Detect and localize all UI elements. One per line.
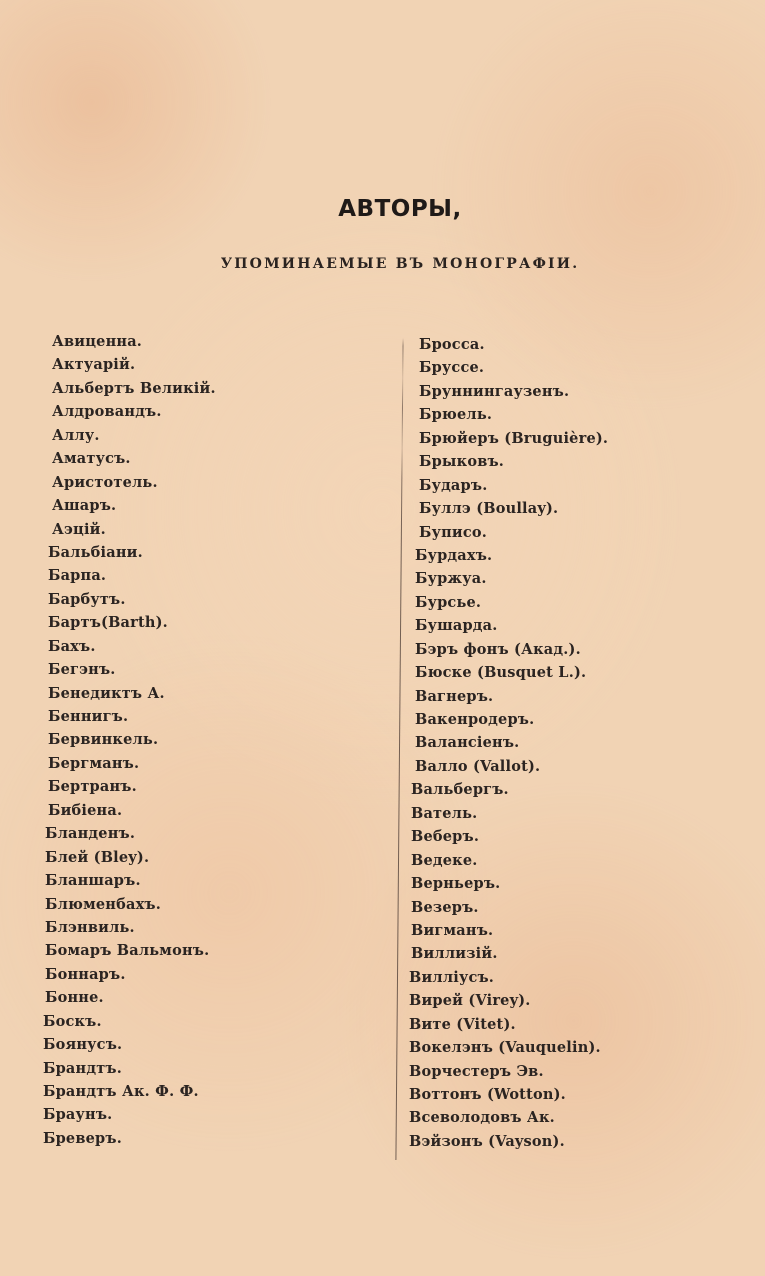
author-name: Бударъ. <box>419 476 488 494</box>
author-name: Брандтъ Ак. Ф. Ф. <box>43 1083 199 1100</box>
author-name: Вите (Vitet). <box>409 1015 516 1033</box>
author-name: Барбутъ. <box>48 590 126 608</box>
author-name: Бреверъ. <box>43 1129 122 1147</box>
author-name: Везеръ. <box>411 898 479 916</box>
author-name: Брюйеръ (Bruguière). <box>419 429 609 447</box>
author-name: Бальбіани. <box>48 543 143 561</box>
author-name: Авиценна. <box>52 333 143 350</box>
column-divider <box>395 338 403 1160</box>
author-name: Барпа. <box>48 567 107 585</box>
author-name: Бушарда. <box>415 617 498 635</box>
author-name: Бервинкель. <box>48 731 159 749</box>
author-name: Бартъ(Barth). <box>48 614 168 632</box>
author-name: Боскъ. <box>43 1012 102 1030</box>
author-name: Аллу. <box>52 426 100 444</box>
author-name: Вигманъ. <box>411 921 494 939</box>
author-name: Брандтъ. <box>43 1059 122 1077</box>
authors-list-right <box>409 333 609 1153</box>
author-name: Буржуа. <box>415 570 487 588</box>
author-name: Блэнвиль. <box>45 918 135 936</box>
author-name: Ашаръ. <box>52 497 117 515</box>
author-name: Актуарій. <box>52 356 136 374</box>
author-name: Бонне. <box>45 989 104 1007</box>
author-name: Беннигъ. <box>48 708 129 725</box>
author-name: Вирей (Virey). <box>409 992 531 1010</box>
author-name: Бруссе. <box>419 359 485 377</box>
author-name: Бергманъ. <box>48 754 140 772</box>
author-name: Бланденъ. <box>45 825 136 843</box>
author-name: Ватель. <box>411 804 478 822</box>
author-name: Воттонъ (Wotton). <box>409 1086 566 1103</box>
author-name: Бертранъ. <box>48 778 137 796</box>
author-name: Блюменбахъ. <box>45 895 161 913</box>
author-name: Бруннингаузенъ. <box>419 382 570 400</box>
author-name: Аэцій. <box>52 520 106 538</box>
author-name: Бегэнъ. <box>48 661 116 679</box>
author-name: Бюске (Busquet L.). <box>415 664 587 682</box>
author-name: Аматусъ. <box>52 450 131 468</box>
author-name: Веберъ. <box>411 828 480 846</box>
author-name: Вэйзонъ (Vayson). <box>409 1132 565 1150</box>
author-name: Браунъ. <box>43 1106 113 1124</box>
author-name: Бурсье. <box>415 593 482 611</box>
author-name: Алдровандъ. <box>52 403 162 421</box>
author-name: Ворчестеръ Эв. <box>409 1062 544 1080</box>
author-name: Вакенродеръ. <box>415 711 535 728</box>
author-name: Валансіенъ. <box>415 734 520 752</box>
author-name: Вокелэнъ (Vauquelin). <box>409 1039 601 1057</box>
author-name: Буписо. <box>419 523 487 541</box>
author-name: Бросса. <box>419 336 485 353</box>
author-name: Вагнеръ. <box>415 687 494 705</box>
author-name: Валло (Vallot). <box>415 757 541 775</box>
author-name: Бахъ. <box>48 637 96 655</box>
author-name: Брыковъ. <box>419 453 505 471</box>
author-name: Виллiусъ. <box>409 968 495 986</box>
author-name: Аристотель. <box>52 473 158 491</box>
author-name: Буллэ (Boullay). <box>419 500 559 518</box>
author-name: Всеволодовъ Ак. <box>409 1109 555 1127</box>
author-name: Бибіена. <box>48 801 123 819</box>
author-name: Бланшаръ. <box>45 872 141 890</box>
author-name: Боннаръ. <box>45 965 126 983</box>
author-name: Брюель. <box>419 406 493 424</box>
author-name: Бэръ фонъ (Акад.). <box>415 640 581 658</box>
author-name: Альбертъ Великій. <box>52 379 216 397</box>
author-name: Бомаръ Вальмонъ. <box>45 942 210 960</box>
authors-list-left <box>43 330 216 1150</box>
author-name: Блей (Bley). <box>45 848 150 866</box>
page-title: АВТОРЫ, <box>338 196 462 222</box>
author-name: Бурдахъ. <box>415 546 493 564</box>
author-name: Вальбергъ. <box>411 781 509 799</box>
author-name: Верньеръ. <box>411 875 501 893</box>
author-name: Боянусъ. <box>43 1036 123 1054</box>
author-name: Ведеке. <box>411 851 478 869</box>
page-subtitle: УПОМИНАЕМЫЕ ВЪ МОНОГРАФІИ. <box>220 256 580 272</box>
author-name: Виллизій. <box>411 945 498 963</box>
author-name: Бенедиктъ А. <box>48 684 165 702</box>
